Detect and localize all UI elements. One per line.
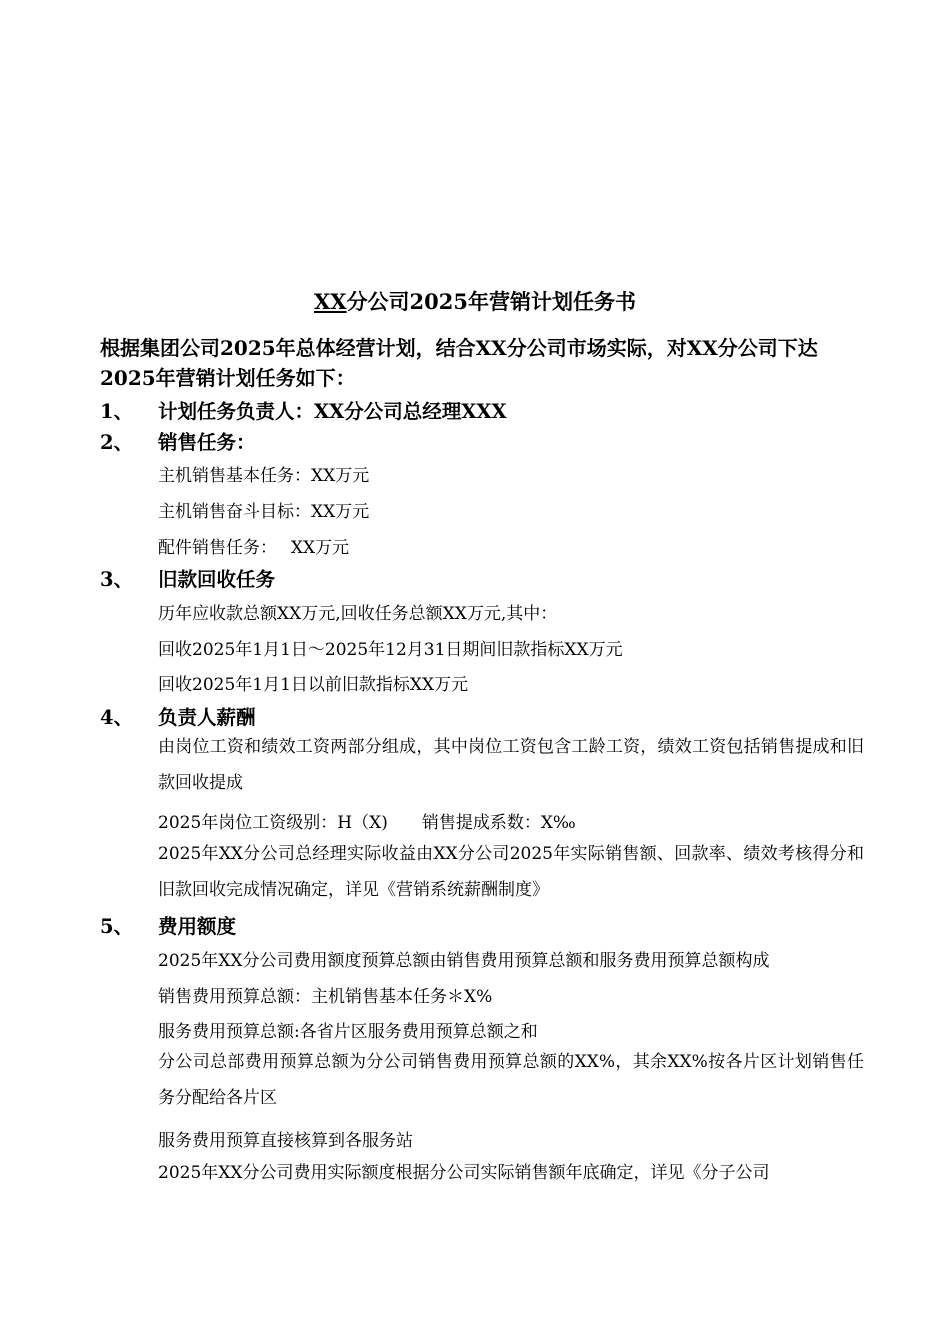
document-title bbox=[0, 286, 950, 316]
section-5-line-1: 2025年XX分公司费用额度预算总额由销售费用预算总额和服务费用预算总额构成 bbox=[158, 951, 770, 971]
section-2-heading bbox=[100, 428, 256, 454]
section-5-heading bbox=[100, 912, 236, 938]
section-2-line-3: 配件销售任务： XX万元 bbox=[158, 538, 350, 558]
section-number: 2、 bbox=[100, 431, 134, 454]
section-5-line-3: 服务费用预算总额:各省片区服务费用预算总额之和 bbox=[158, 1022, 538, 1042]
section-number: 5、 bbox=[100, 915, 134, 938]
section-5-line-5: 服务费用预算直接核算到各服务站 bbox=[158, 1131, 413, 1151]
section-2-line-1: 主机销售基本任务：XX万元 bbox=[158, 466, 370, 486]
section-5-line-6: 2025年XX分公司费用实际额度根据分公司实际销售额年底确定，详见《分子公司 bbox=[158, 1163, 770, 1183]
title-company-placeholder: XX bbox=[313, 289, 347, 314]
section-title: 销售任务： bbox=[158, 431, 256, 454]
section-4-heading bbox=[100, 703, 256, 729]
intro-paragraph: 根据集团公司2025年总体经营计划，结合XX分公司市场实际，对XX分公司下达2025年营销计划任务如下： bbox=[100, 336, 818, 390]
section-title: 计划任务负责人：XX分公司总经理XXX bbox=[158, 400, 507, 423]
section-4-line-2: 2025年岗位工资级别：H（X) 销售提成系数：X‰ bbox=[158, 813, 576, 833]
section-number: 3、 bbox=[100, 568, 134, 591]
section-3-line-1: 历年应收款总额XX万元,回收任务总额XX万元,其中： bbox=[158, 604, 558, 624]
section-title: 负责人薪酬 bbox=[158, 706, 256, 729]
section-number: 1、 bbox=[100, 400, 134, 423]
title-text: 分公司2025年营销计划任务书 bbox=[346, 289, 637, 314]
section-2-line-2: 主机销售奋斗目标：XX万元 bbox=[158, 502, 370, 522]
section-5-para-4: 分公司总部费用预算总额为分公司销售费用预算总额的XX%，其余XX%按各片区计划销售任务分配给各片区 bbox=[158, 1052, 864, 1108]
section-3-heading bbox=[100, 565, 275, 591]
section-number: 4、 bbox=[100, 706, 134, 729]
section-3-line-3: 回收2025年1月1日以前旧款指标XX万元 bbox=[158, 675, 469, 695]
section-4-para-1: 由岗位工资和绩效工资两部分组成，其中岗位工资包含工龄工资，绩效工资包括销售提成和旧款回收提成 bbox=[158, 737, 864, 793]
section-1-heading bbox=[100, 397, 507, 423]
section-4-para-3: 2025年XX分公司总经理实际收益由XX分公司2025年实际销售额、回款率、绩效考核得分和旧款回收完成情况确定，详见《营销系统薪酬制度》 bbox=[158, 844, 864, 900]
section-3-line-2: 回收2025年1月1日～2025年12月31日期间旧款指标XX万元 bbox=[158, 640, 623, 660]
section-title: 费用额度 bbox=[158, 915, 237, 938]
section-5-line-2: 销售费用预算总额：主机销售基本任务＊X% bbox=[158, 987, 493, 1007]
section-title: 旧款回收任务 bbox=[158, 568, 276, 591]
